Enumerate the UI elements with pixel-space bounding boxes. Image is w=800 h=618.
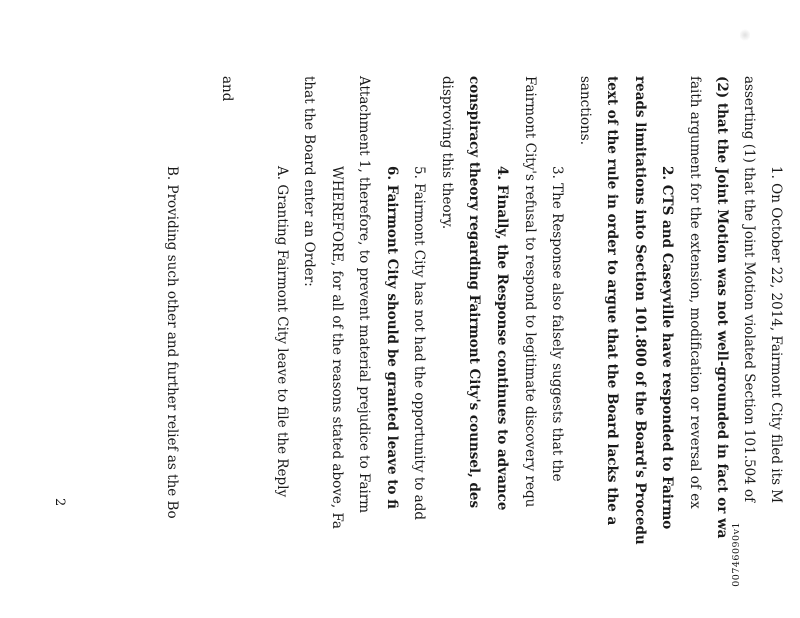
paragraph-2-line-2: reads limitations into Section 101.800 of the Board's Procedu [632,76,648,545]
item-a-line-2: and [219,76,235,102]
paragraph-2-line-3: text of the rule in order to argue that the Board lacks the a [604,76,620,526]
paragraph-1-line-1: 1. On October 22, 2014, Fairmont City filed its M [768,166,784,504]
paragraph-3-line-1: 3. The Response also falsely suggests that the [549,166,565,482]
paragraph-4-line-3: disproving this theory. [439,76,455,230]
paragraph-1-line-2: asserting (1) that the Joint Motion violated Section 101.504 of [741,76,757,503]
paragraph-6-line-2: Attachment 1, therefore, to prevent material prejudice to Fairm [356,76,372,514]
document-id: 00746090v1 [731,522,742,587]
paragraph-2-line-1: 2. CTS and Caseyville have responded to Fairmo [659,166,675,530]
paragraph-1-line-3: (2) that the Joint Motion was not well-grounded in fact or wa [714,76,730,539]
wherefore-line-2: that the Board enter an Order: [301,76,317,287]
paragraph-6-line-1: 6. Fairmont City should be granted leave to fi [384,166,400,509]
scan-smudge [740,28,750,42]
paragraph-4-line-1: 4. Finally, the Response continues to advance [494,166,510,511]
item-b-line-1: B. Providing such other and further relief as the Bo [164,166,180,519]
paragraph-1-line-4: faith argument for the extension, modification or reversal of ex [687,76,703,509]
paragraph-2-line-4: sanctions. [577,76,593,146]
item-a-line-1: A. Granting Fairmont City leave to file the Reply [274,166,290,498]
paragraph-3-line-2: Fairmont City's refusal to respond to legitimate discovery requ [522,76,538,508]
page-number: 2 [52,498,67,507]
paragraph-5-line-1: 5. Fairmont City has not had the opportunity to add [411,166,427,520]
paragraph-4-line-2: conspiracy theory regarding Fairmont City's counsel, des [466,76,482,509]
wherefore-line-1: WHEREFORE, for all of the reasons stated above, Fa [329,166,345,529]
